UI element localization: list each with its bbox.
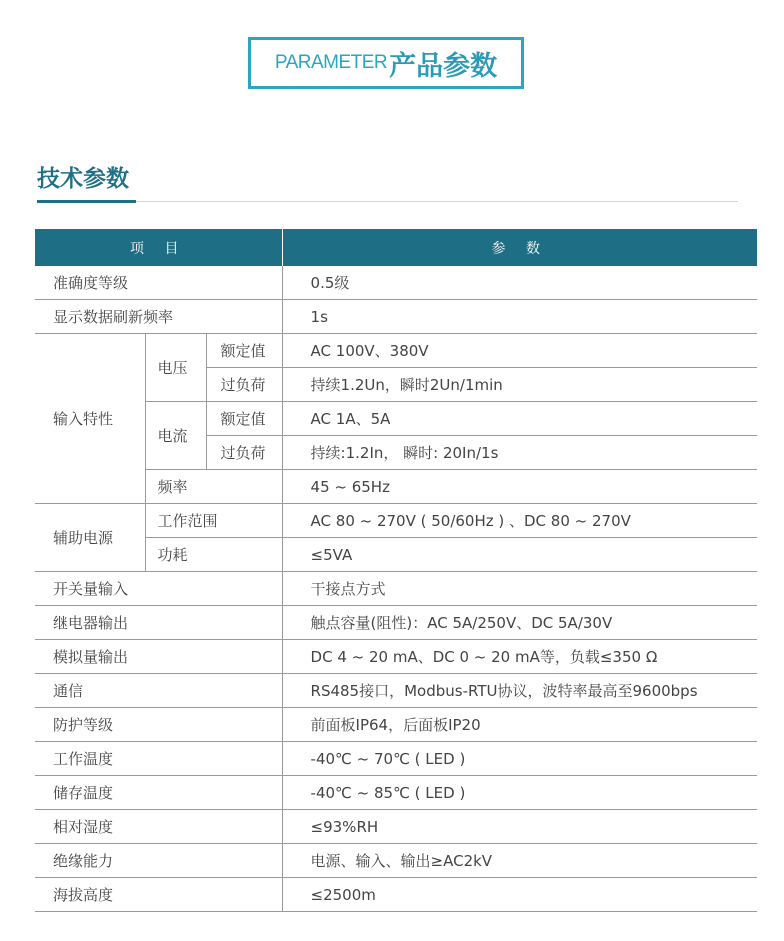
row-label: 模拟量输出 bbox=[35, 640, 282, 674]
row-label: 显示数据刷新频率 bbox=[35, 300, 282, 334]
row-value: 45 ~ 65Hz bbox=[282, 470, 757, 504]
row-value: ≤2500m bbox=[282, 878, 757, 912]
row-value: AC 100V、380V bbox=[282, 334, 757, 368]
row-value: 干接点方式 bbox=[282, 572, 757, 606]
parameter-banner bbox=[248, 37, 524, 89]
row-label-input: 输入特性 bbox=[35, 334, 145, 504]
row-label: 储存温度 bbox=[35, 776, 282, 810]
table-row bbox=[35, 504, 757, 538]
section-divider bbox=[37, 201, 738, 202]
row-value: 前面板IP64，后面板IP20 bbox=[282, 708, 757, 742]
table-row bbox=[35, 878, 757, 912]
sub-label: 功耗 bbox=[145, 538, 282, 572]
spec-table bbox=[35, 229, 757, 912]
table-header-row bbox=[35, 229, 757, 266]
row-label: 继电器输出 bbox=[35, 606, 282, 640]
row-value: 持续1.2Un，瞬时2Un/1min bbox=[282, 368, 757, 402]
table-row bbox=[35, 606, 757, 640]
header-item: 项 目 bbox=[35, 229, 282, 266]
row-value: 0.5级 bbox=[282, 266, 757, 300]
sub-label: 额定值 bbox=[206, 402, 282, 436]
sub-label: 工作范围 bbox=[145, 504, 282, 538]
table-row bbox=[35, 572, 757, 606]
row-label: 防护等级 bbox=[35, 708, 282, 742]
table-row bbox=[35, 674, 757, 708]
banner-english-text: PARAMETER bbox=[274, 52, 388, 73]
row-label-aux-power: 辅助电源 bbox=[35, 504, 145, 572]
sub-label-voltage: 电压 bbox=[145, 334, 206, 402]
row-label: 绝缘能力 bbox=[35, 844, 282, 878]
banner-chinese-text: 产品参数 bbox=[389, 50, 498, 82]
sub-label: 额定值 bbox=[206, 334, 282, 368]
section-divider-accent bbox=[37, 200, 136, 203]
table-row bbox=[35, 810, 757, 844]
row-value: AC 80 ~ 270V ( 50/60Hz ) 、DC 80 ~ 270V bbox=[282, 504, 757, 538]
table-row bbox=[35, 266, 757, 300]
row-label: 相对湿度 bbox=[35, 810, 282, 844]
row-value: -40℃ ~ 85℃ ( LED ) bbox=[282, 776, 757, 810]
table-row bbox=[35, 334, 757, 368]
row-label: 开关量输入 bbox=[35, 572, 282, 606]
table-row bbox=[35, 742, 757, 776]
row-value: 1s bbox=[282, 300, 757, 334]
table-row bbox=[35, 844, 757, 878]
section-title: 技术参数 bbox=[37, 166, 129, 192]
sub-label-current: 电流 bbox=[145, 402, 206, 470]
row-label: 海拔高度 bbox=[35, 878, 282, 912]
row-value: DC 4 ~ 20 mA、DC 0 ~ 20 mA等，负载≤350 Ω bbox=[282, 640, 757, 674]
header-param: 参 数 bbox=[282, 229, 757, 266]
row-value: 电源、输入、输出≥AC2kV bbox=[282, 844, 757, 878]
row-value: 持续:1.2In， 瞬时: 20In/1s bbox=[282, 436, 757, 470]
row-value: RS485接口，Modbus-RTU协议，波特率最高至9600bps bbox=[282, 674, 757, 708]
row-label: 工作温度 bbox=[35, 742, 282, 776]
row-value: ≤5VA bbox=[282, 538, 757, 572]
row-value: 触点容量(阻性)：AC 5A/250V、DC 5A/30V bbox=[282, 606, 757, 640]
row-value: ≤93%RH bbox=[282, 810, 757, 844]
sub-label-frequency: 频率 bbox=[145, 470, 282, 504]
sub-label: 过负荷 bbox=[206, 436, 282, 470]
table-row bbox=[35, 300, 757, 334]
table-row bbox=[35, 776, 757, 810]
row-label: 准确度等级 bbox=[35, 266, 282, 300]
sub-label: 过负荷 bbox=[206, 368, 282, 402]
row-label: 通信 bbox=[35, 674, 282, 708]
table-row bbox=[35, 708, 757, 742]
row-value: AC 1A、5A bbox=[282, 402, 757, 436]
row-value: -40℃ ~ 70℃ ( LED ) bbox=[282, 742, 757, 776]
table-row bbox=[35, 640, 757, 674]
